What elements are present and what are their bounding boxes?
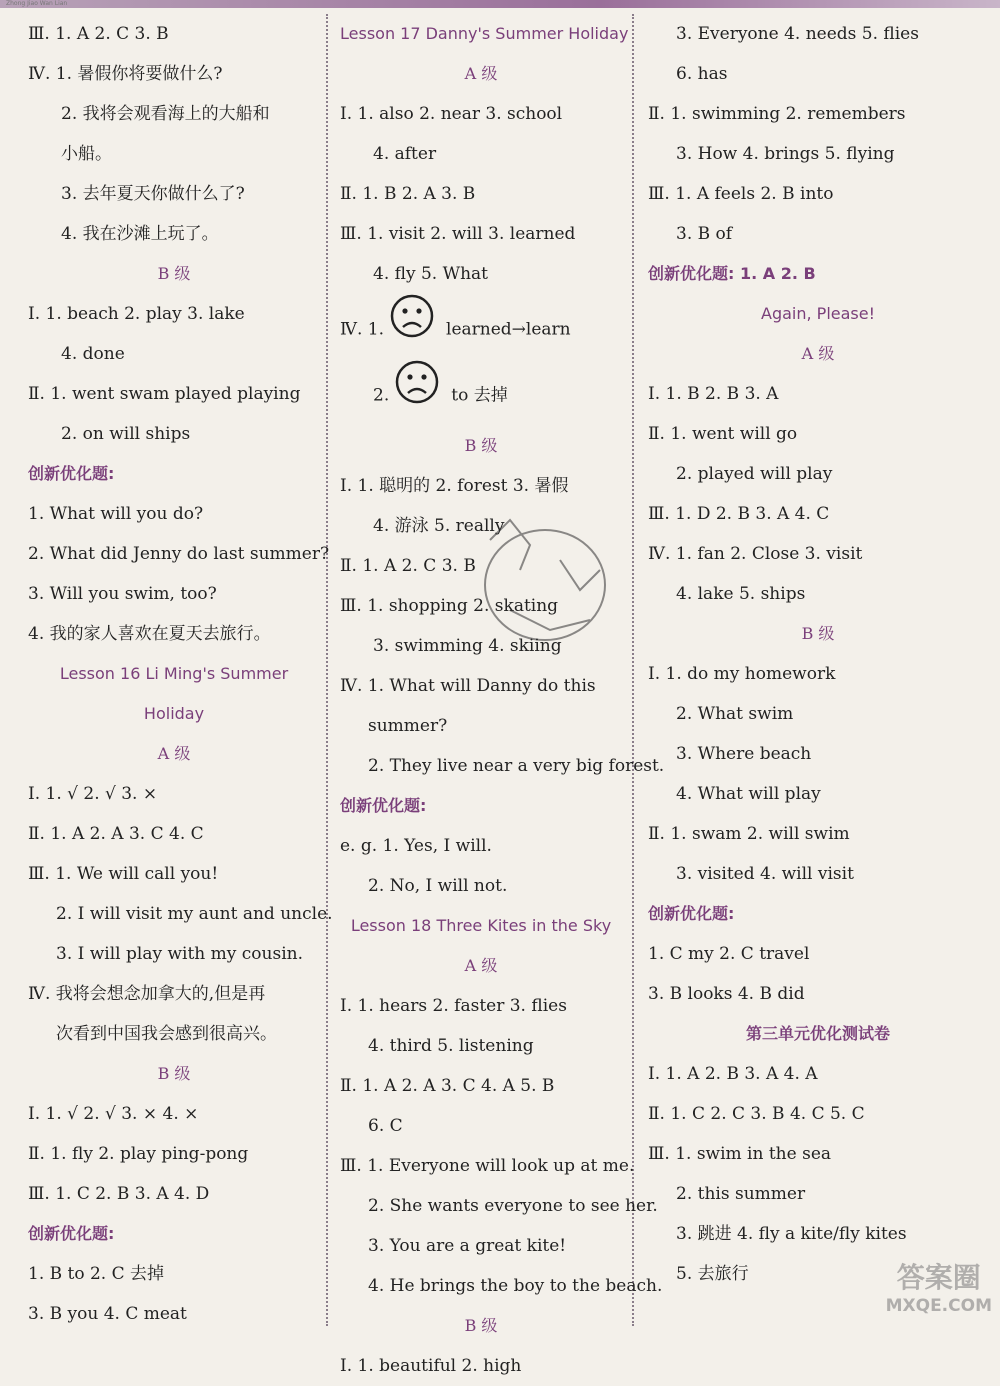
answer-line: 3. How 4. brings 5. flying bbox=[676, 144, 895, 164]
answer-line: Ⅰ. 1. √ 2. √ 3. × 4. × bbox=[28, 1104, 199, 1124]
answer-line: 4. third 5. listening bbox=[368, 1036, 534, 1056]
answer-line: A 级 bbox=[801, 344, 835, 363]
answer-line: Ⅲ. 1. D 2. B 3. A 4. C bbox=[648, 504, 830, 524]
answer-line: 创新优化题: 1. A 2. B bbox=[648, 264, 816, 283]
answer-line: Ⅰ. 1. do my homework bbox=[648, 664, 836, 684]
answer-line: 3. Where beach bbox=[676, 744, 812, 764]
answer-line: Ⅱ. 1. A 2. A 3. C 4. A 5. B bbox=[340, 1076, 555, 1096]
answer-column-3 bbox=[648, 14, 988, 1326]
answer-line: 4. 我在沙滩上玩了。 bbox=[61, 224, 219, 244]
answer-line: 创新优化题: bbox=[28, 1224, 115, 1243]
answer-line: 1. C my 2. C travel bbox=[648, 944, 810, 964]
answer-line: Ⅰ. 1. beautiful 2. high bbox=[340, 1356, 522, 1376]
answer-line: Ⅳ. 1. 暑假你将要做什么? bbox=[28, 64, 223, 84]
answer-line: 2. What swim bbox=[676, 704, 794, 724]
answer-line: 2. What did Jenny do last summer? bbox=[28, 544, 330, 564]
answer-line: 2. They live near a very big forest. bbox=[368, 756, 665, 776]
answer-line: summer? bbox=[368, 716, 448, 736]
answer-line: 第三单元优化测试卷 bbox=[745, 1024, 890, 1043]
answer-line: B 级 bbox=[157, 264, 191, 283]
answer-line: 4. 游泳 5. really bbox=[373, 516, 505, 536]
answer-line: 2. She wants everyone to see her. bbox=[368, 1196, 658, 1216]
answer-line: Ⅱ. 1. B 2. A 3. B bbox=[340, 184, 476, 204]
answer-line: 次看到中国我会感到很高兴。 bbox=[56, 1024, 277, 1044]
sad-face-icon bbox=[390, 294, 434, 366]
answer-line: 6. has bbox=[676, 64, 728, 84]
answer-line: 创新优化题: bbox=[340, 796, 427, 815]
answer-line: Ⅳ. 1. fan 2. Close 3. visit bbox=[648, 544, 863, 564]
answer-line: 2. played will play bbox=[676, 464, 833, 484]
answer-line: 小船。 bbox=[61, 144, 112, 164]
answer-line: e. g. 1. Yes, I will. bbox=[340, 836, 492, 856]
answer-line: 4. lake 5. ships bbox=[676, 584, 806, 604]
answer-line: Ⅱ. 1. swimming 2. remembers bbox=[648, 104, 906, 124]
answer-line: Ⅱ. 1. swam 2. will swim bbox=[648, 824, 850, 844]
answer-line: Ⅰ. 1. 聪明的 2. forest 3. 暑假 bbox=[340, 476, 569, 496]
face-line-prefix: 2. bbox=[373, 385, 390, 406]
top-decor-bar bbox=[0, 0, 1000, 8]
answer-line: Ⅱ. 1. went swam played playing bbox=[28, 384, 301, 404]
answer-line: A 级 bbox=[464, 956, 498, 975]
face-line-text: to 去掉 bbox=[451, 385, 508, 406]
answer-line: Ⅲ. 1. A 2. C 3. B bbox=[28, 24, 169, 44]
answer-line: 3. B you 4. C meat bbox=[28, 1304, 187, 1324]
answer-line: Lesson 17 Danny's Summer Holiday bbox=[340, 24, 629, 43]
answer-line: 2. 我将会观看海上的大船和 bbox=[61, 104, 270, 124]
answer-line: 5. 去旅行 bbox=[676, 1264, 749, 1284]
answer-line: 4. done bbox=[61, 344, 125, 364]
answer-line: Ⅲ. 1. shopping 2. skating bbox=[340, 596, 559, 616]
answer-line: Ⅰ. 1. B 2. B 3. A bbox=[648, 384, 779, 404]
answer-line: Ⅲ. 1. visit 2. will 3. learned bbox=[340, 224, 576, 244]
answer-line: 3. Everyone 4. needs 5. flies bbox=[676, 24, 919, 44]
face-line-prefix: Ⅳ. 1. bbox=[340, 319, 385, 340]
answer-line: 2. on will ships bbox=[61, 424, 191, 444]
answer-line: 3. 跳进 4. fly a kite/fly kites bbox=[676, 1224, 907, 1244]
answer-line: Ⅰ. 1. hears 2. faster 3. flies bbox=[340, 996, 567, 1016]
site-watermark bbox=[885, 1261, 992, 1320]
answer-line: 2. No, I will not. bbox=[368, 876, 508, 896]
answer-line: Ⅰ. 1. √ 2. √ 3. × bbox=[28, 784, 158, 804]
answer-line: 3. B of bbox=[676, 224, 733, 244]
answer-line: Ⅲ. 1. Everyone will look up at me. bbox=[340, 1156, 635, 1176]
answer-line: 3. I will play with my cousin. bbox=[56, 944, 303, 964]
answer-column-2 bbox=[340, 14, 665, 1376]
answer-line: 3. You are a great kite! bbox=[368, 1236, 567, 1256]
answer-line: 3. swimming 4. skiing bbox=[373, 636, 562, 656]
answer-line: A 级 bbox=[157, 744, 191, 763]
answer-line: 6. C bbox=[368, 1116, 403, 1136]
face-answer-line bbox=[340, 360, 622, 426]
answer-line: 3. 去年夏天你做什么了? bbox=[61, 184, 245, 204]
answer-line: 2. I will visit my aunt and uncle. bbox=[56, 904, 333, 924]
column-divider-2 bbox=[632, 14, 634, 1326]
answer-line: Ⅰ. 1. also 2. near 3. school bbox=[340, 104, 563, 124]
answer-line: 1. What will you do? bbox=[28, 504, 204, 524]
answer-line: Ⅰ. 1. A 2. B 3. A 4. A bbox=[648, 1064, 818, 1084]
answer-line: Ⅱ. 1. C 2. C 3. B 4. C 5. C bbox=[648, 1104, 865, 1124]
answer-line: B 级 bbox=[801, 624, 835, 643]
answer-line: 3. Will you swim, too? bbox=[28, 584, 217, 604]
answer-line: Ⅱ. 1. A 2. A 3. C 4. C bbox=[28, 824, 204, 844]
answer-line: 4. What will play bbox=[676, 784, 821, 804]
face-answer-line bbox=[340, 294, 622, 360]
column-divider-1 bbox=[326, 14, 328, 1326]
answer-line: 2. this summer bbox=[676, 1184, 806, 1204]
answer-line: 3. B looks 4. B did bbox=[648, 984, 805, 1004]
answer-line: Ⅲ. 1. We will call you! bbox=[28, 864, 219, 884]
answer-line: B 级 bbox=[157, 1064, 191, 1083]
answer-line: Ⅰ. 1. beach 2. play 3. lake bbox=[28, 304, 245, 324]
answer-line: Ⅲ. 1. swim in the sea bbox=[648, 1144, 832, 1164]
answer-line: 1. B to 2. C 去掉 bbox=[28, 1264, 165, 1284]
answer-line: Holiday bbox=[143, 704, 205, 723]
sad-face-icon bbox=[395, 360, 439, 432]
answer-line: Lesson 18 Three Kites in the Sky bbox=[350, 916, 612, 935]
answer-line: B 级 bbox=[464, 436, 498, 455]
answer-line: 4. fly 5. What bbox=[373, 264, 488, 284]
watermark-sub: MXQE.COM bbox=[885, 1296, 992, 1316]
answer-line: B 级 bbox=[464, 1316, 498, 1335]
answer-line: Ⅱ. 1. A 2. C 3. B bbox=[340, 556, 476, 576]
face-line-text: learned→learn bbox=[446, 319, 571, 340]
answer-line: Ⅳ. 1. What will Danny do this bbox=[340, 676, 596, 696]
answer-line: Ⅲ. 1. C 2. B 3. A 4. D bbox=[28, 1184, 210, 1204]
answer-line: A 级 bbox=[464, 64, 498, 83]
answer-line: Ⅲ. 1. A feels 2. B into bbox=[648, 184, 834, 204]
answer-line: 3. visited 4. will visit bbox=[676, 864, 854, 884]
answer-column-1 bbox=[28, 14, 333, 1326]
answer-line: 创新优化题: bbox=[28, 464, 115, 483]
answer-line: 4. 我的家人喜欢在夏天去旅行。 bbox=[28, 624, 271, 644]
answer-line: Again, Please! bbox=[761, 304, 875, 323]
header-mark: Zhong Jiao Wan Lian bbox=[6, 0, 68, 7]
answer-line: Ⅱ. 1. fly 2. play ping-pong bbox=[28, 1144, 249, 1164]
answer-line: 4. He brings the boy to the beach. bbox=[368, 1276, 663, 1296]
answer-line: Ⅳ. 我将会想念加拿大的,但是再 bbox=[28, 984, 266, 1004]
watermark-main: 答案圈 bbox=[896, 1261, 981, 1294]
answer-line: 4. after bbox=[373, 144, 437, 164]
answer-line: Ⅱ. 1. went will go bbox=[648, 424, 798, 444]
answer-line: Lesson 16 Li Ming's Summer bbox=[59, 664, 289, 683]
answer-line: 创新优化题: bbox=[648, 904, 735, 923]
